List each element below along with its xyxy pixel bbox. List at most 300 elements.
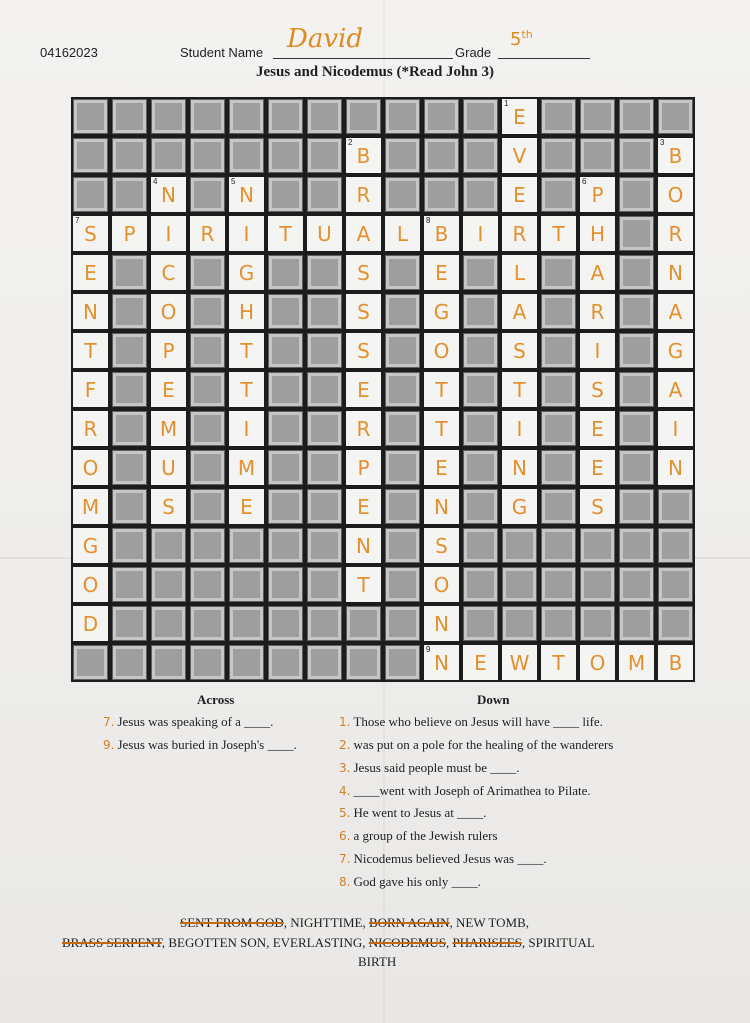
handwritten-letter: H: [238, 299, 255, 324]
handwritten-letter: F: [84, 377, 97, 402]
crossword-cell[interactable]: [463, 216, 498, 251]
handwritten-letter: T: [435, 377, 448, 402]
crossword-blocked-cell: [112, 294, 147, 329]
handwritten-letter: A: [668, 299, 683, 324]
crossword-blocked-cell: [268, 645, 303, 680]
crossword-cell[interactable]: [580, 411, 615, 446]
crossword-cell[interactable]: [424, 411, 459, 446]
crossword-blocked-cell: [385, 177, 420, 212]
crossword-cell[interactable]: [346, 411, 381, 446]
crossword-blocked-cell: [268, 567, 303, 602]
handwritten-letter: R: [512, 221, 527, 246]
handwritten-letter: A: [590, 260, 605, 285]
crossword-cell[interactable]: [580, 489, 615, 524]
crossword-cell[interactable]: [229, 177, 264, 212]
word-bank-item: BEGOTTEN SON: [168, 935, 267, 950]
crossword-cell[interactable]: [502, 99, 537, 134]
clue-number-label: 7: [75, 216, 80, 225]
crossword-blocked-cell: [190, 333, 225, 368]
crossword-cell[interactable]: [502, 138, 537, 173]
crossword-cell[interactable]: [190, 216, 225, 251]
handwritten-letter: I: [594, 338, 601, 363]
crossword-blocked-cell: [307, 606, 342, 641]
crossword-blocked-cell: [385, 528, 420, 563]
crossword-blocked-cell: [463, 567, 498, 602]
crossword-blocked-cell: [541, 333, 576, 368]
handwritten-letter: L: [513, 260, 526, 285]
handwritten-letter: A: [668, 377, 683, 402]
crossword-cell[interactable]: [73, 567, 108, 602]
crossword-blocked-cell: [268, 177, 303, 212]
crossword-cell[interactable]: [346, 177, 381, 212]
crossword-cell[interactable]: [151, 177, 186, 212]
handwritten-letter: I: [165, 221, 172, 246]
crossword-blocked-cell: [463, 333, 498, 368]
grade-value: 5: [510, 29, 522, 50]
crossword-cell[interactable]: [73, 372, 108, 407]
handwritten-letter: T: [240, 377, 253, 402]
crossword-blocked-cell: [502, 606, 537, 641]
crossword-cell[interactable]: [658, 333, 693, 368]
crossword-blocked-cell: [190, 528, 225, 563]
crossword-blocked-cell: [346, 606, 381, 641]
crossword-cell[interactable]: [424, 294, 459, 329]
crossword-blocked-cell: [112, 489, 147, 524]
crossword-blocked-cell: [619, 138, 654, 173]
word-bank-separator: ,: [362, 915, 369, 930]
handwritten-letter: V: [512, 143, 527, 168]
crossword-cell[interactable]: [580, 216, 615, 251]
word-bank-separator: ,: [283, 915, 291, 930]
crossword-blocked-cell: [112, 645, 147, 680]
handwritten-letter: O: [589, 650, 606, 675]
handwritten-letter: S: [357, 338, 370, 363]
clue-number-label: 5: [231, 177, 236, 186]
down-heading: Down: [477, 692, 510, 707]
crossword-cell[interactable]: [73, 294, 108, 329]
crossword-blocked-cell: [541, 372, 576, 407]
crossword-cell[interactable]: [73, 450, 108, 485]
clue-number: 3.: [339, 761, 351, 775]
handwritten-letter: E: [513, 104, 526, 129]
across-clue: [103, 737, 297, 753]
crossword-cell[interactable]: [658, 372, 693, 407]
handwritten-letter: S: [162, 494, 175, 519]
crossword-cell[interactable]: [580, 645, 615, 680]
crossword-blocked-cell: [151, 99, 186, 134]
clue-number-label: 3: [660, 138, 665, 147]
crossword-cell[interactable]: [229, 411, 264, 446]
crossword-cell[interactable]: [346, 450, 381, 485]
crossword-cell[interactable]: [424, 489, 459, 524]
word-bank-item: BIRTH: [358, 954, 397, 969]
handwritten-letter: G: [667, 338, 684, 363]
crossword-cell[interactable]: [73, 216, 108, 251]
crossword-blocked-cell: [385, 255, 420, 290]
crossword-cell[interactable]: [541, 216, 576, 251]
crossword-blocked-cell: [190, 138, 225, 173]
handwritten-letter: U: [317, 221, 332, 246]
crossword-blocked-cell: [268, 333, 303, 368]
crossword-blocked-cell: [190, 450, 225, 485]
handwritten-letter: S: [513, 338, 526, 363]
crossword-blocked-cell: [307, 138, 342, 173]
crossword-cell[interactable]: [73, 411, 108, 446]
crossword-cell[interactable]: [151, 450, 186, 485]
crossword-blocked-cell: [463, 177, 498, 212]
down-clue: [339, 737, 613, 753]
crossword-cell[interactable]: [346, 255, 381, 290]
crossword-blocked-cell: [307, 645, 342, 680]
crossword-cell[interactable]: [580, 450, 615, 485]
handwritten-letter: I: [516, 416, 523, 441]
clue-text: He went to Jesus at ____.: [353, 805, 487, 820]
crossword-cell[interactable]: [619, 645, 654, 680]
crossword-blocked-cell: [463, 99, 498, 134]
crossword-cell[interactable]: [346, 333, 381, 368]
crossword-blocked-cell: [190, 567, 225, 602]
grade-handwritten[interactable]: [510, 28, 533, 50]
handwritten-letter: N: [434, 494, 449, 519]
crossword-blocked-cell: [424, 177, 459, 212]
crossword-blocked-cell: [307, 450, 342, 485]
crossword-cell[interactable]: [658, 411, 693, 446]
crossword-blocked-cell: [541, 489, 576, 524]
crossword-cell[interactable]: [229, 255, 264, 290]
clue-number: 1.: [339, 715, 351, 729]
crossword-cell[interactable]: [502, 255, 537, 290]
crossword-blocked-cell: [463, 411, 498, 446]
crossword-blocked-cell: [580, 99, 615, 134]
handwritten-letter: P: [162, 338, 175, 363]
handwritten-letter: L: [396, 221, 409, 246]
handwritten-letter: N: [239, 182, 254, 207]
crossword-cell[interactable]: [151, 489, 186, 524]
crossword-blocked-cell: [268, 294, 303, 329]
crossword-cell[interactable]: [580, 372, 615, 407]
crossword-blocked-cell: [112, 450, 147, 485]
crossword-blocked-cell: [307, 333, 342, 368]
grade-label: Grade: [455, 45, 492, 60]
handwritten-letter: N: [161, 182, 176, 207]
crossword-cell[interactable]: [424, 450, 459, 485]
crossword-cell[interactable]: [73, 489, 108, 524]
crossword-blocked-cell: [580, 567, 615, 602]
crossword-cell[interactable]: [229, 216, 264, 251]
crossword-blocked-cell: [229, 567, 264, 602]
crossword-blocked-cell: [151, 606, 186, 641]
handwritten-letter: E: [513, 182, 526, 207]
crossword-blocked-cell: [112, 138, 147, 173]
crossword-cell[interactable]: [73, 606, 108, 641]
crossword-cell[interactable]: [73, 528, 108, 563]
crossword-blocked-cell: [73, 138, 108, 173]
handwritten-letter: N: [668, 260, 683, 285]
clue-text: Jesus was speaking of a ____.: [117, 714, 274, 729]
handwritten-letter: E: [435, 260, 448, 285]
crossword-blocked-cell: [619, 567, 654, 602]
crossword-cell[interactable]: [658, 645, 693, 680]
student-name-line: [273, 58, 453, 59]
crossword-cell[interactable]: [346, 294, 381, 329]
crossword-cell[interactable]: [229, 294, 264, 329]
crossword-blocked-cell: [619, 450, 654, 485]
crossword-cell[interactable]: [424, 255, 459, 290]
crossword-blocked-cell: [112, 606, 147, 641]
crossword-blocked-cell: [112, 411, 147, 446]
crossword-blocked-cell: [385, 567, 420, 602]
crossword-cell[interactable]: [541, 645, 576, 680]
crossword-blocked-cell: [151, 528, 186, 563]
word-bank-item: EVERLASTING: [272, 935, 363, 950]
clue-text: a group of the Jewish rulers: [353, 828, 498, 843]
handwritten-letter: S: [435, 533, 448, 558]
crossword-cell[interactable]: [346, 138, 381, 173]
handwritten-letter: B: [668, 143, 683, 168]
crossword-cell[interactable]: [346, 372, 381, 407]
down-clue: [339, 760, 520, 776]
crossword-blocked-cell: [541, 567, 576, 602]
clue-number-label: 4: [153, 177, 158, 186]
crossword-blocked-cell: [112, 177, 147, 212]
clue-number: 6.: [339, 829, 351, 843]
crossword-blocked-cell: [268, 528, 303, 563]
crossword-cell[interactable]: [502, 645, 537, 680]
clue-number-label: 1: [504, 99, 509, 108]
crossword-blocked-cell: [190, 645, 225, 680]
clue-number: 5.: [339, 806, 351, 820]
word-bank-line-1: [180, 915, 529, 931]
crossword-cell[interactable]: [658, 255, 693, 290]
handwritten-letter: R: [668, 221, 683, 246]
handwritten-letter: R: [356, 182, 371, 207]
crossword-blocked-cell: [502, 567, 537, 602]
handwritten-letter: G: [82, 533, 99, 558]
crossword-cell[interactable]: [346, 567, 381, 602]
crossword-blocked-cell: [658, 567, 693, 602]
crossword-blocked-cell: [307, 255, 342, 290]
word-bank-separator: ,: [161, 935, 169, 950]
crossword-blocked-cell: [346, 645, 381, 680]
clue-number: 4.: [339, 784, 351, 798]
crossword-blocked-cell: [424, 138, 459, 173]
clue-number-label: 9: [426, 645, 431, 654]
crossword-cell[interactable]: [151, 294, 186, 329]
student-name-handwritten[interactable]: David: [287, 24, 363, 54]
crossword-cell[interactable]: [73, 333, 108, 368]
crossword-blocked-cell: [658, 99, 693, 134]
across-clue: [103, 714, 273, 730]
crossword-blocked-cell: [580, 606, 615, 641]
crossword-blocked-cell: [190, 489, 225, 524]
clue-text: was put on a pole for the healing of the wanderers: [353, 737, 614, 752]
crossword-cell[interactable]: [502, 294, 537, 329]
crossword-cell[interactable]: [385, 216, 420, 251]
handwritten-letter: W: [509, 650, 530, 675]
crossword-cell[interactable]: [502, 333, 537, 368]
crossword-blocked-cell: [190, 411, 225, 446]
crossword-blocked-cell: [385, 294, 420, 329]
handwritten-letter: O: [433, 338, 450, 363]
handwritten-letter: O: [160, 299, 177, 324]
crossword-blocked-cell: [385, 489, 420, 524]
crossword-cell[interactable]: [424, 372, 459, 407]
clue-text: Those who believe on Jesus will have ____ life.: [353, 714, 603, 729]
crossword-cell[interactable]: [424, 567, 459, 602]
crossword-cell[interactable]: [502, 372, 537, 407]
crossword-cell[interactable]: [151, 333, 186, 368]
handwritten-letter: P: [123, 221, 136, 246]
handwritten-letter: A: [512, 299, 527, 324]
crossword-blocked-cell: [619, 255, 654, 290]
crossword-blocked-cell: [619, 606, 654, 641]
crossword-cell[interactable]: [580, 255, 615, 290]
handwritten-letter: B: [668, 650, 683, 675]
crossword-cell[interactable]: [151, 411, 186, 446]
crossword-blocked-cell: [385, 372, 420, 407]
clue-text: Jesus was buried in Joseph's ____.: [117, 737, 297, 752]
crossword-cell[interactable]: [346, 489, 381, 524]
crossword-blocked-cell: [190, 177, 225, 212]
crossword-blocked-cell: [619, 333, 654, 368]
crossword-blocked-cell: [112, 333, 147, 368]
crossword-cell[interactable]: [424, 606, 459, 641]
crossword-cell[interactable]: [658, 138, 693, 173]
crossword-cell[interactable]: [658, 177, 693, 212]
crossword-cell[interactable]: [580, 177, 615, 212]
crossword-cell[interactable]: [229, 333, 264, 368]
crossword-blocked-cell: [190, 606, 225, 641]
handwritten-letter: G: [511, 494, 528, 519]
crossword-cell[interactable]: [463, 645, 498, 680]
word-bank-item: SENT FROM GOD: [180, 915, 284, 930]
crossword-cell[interactable]: [502, 216, 537, 251]
handwritten-letter: S: [591, 494, 604, 519]
word-bank-separator: ,: [362, 935, 369, 950]
handwritten-letter: O: [82, 455, 99, 480]
crossword-blocked-cell: [463, 255, 498, 290]
handwritten-letter: B: [434, 221, 449, 246]
crossword-cell[interactable]: [502, 177, 537, 212]
word-bank-item: SPIRITUAL: [528, 935, 595, 950]
crossword-blocked-cell: [268, 372, 303, 407]
crossword-blocked-cell: [385, 606, 420, 641]
crossword-cell[interactable]: [502, 489, 537, 524]
crossword-cell[interactable]: [580, 333, 615, 368]
crossword-cell[interactable]: [424, 333, 459, 368]
crossword-grid: [71, 97, 695, 682]
handwritten-letter: S: [84, 221, 97, 246]
crossword-cell[interactable]: [424, 216, 459, 251]
crossword-cell[interactable]: [502, 450, 537, 485]
crossword-cell[interactable]: [229, 450, 264, 485]
crossword-blocked-cell: [268, 99, 303, 134]
crossword-blocked-cell: [268, 606, 303, 641]
crossword-cell[interactable]: [424, 528, 459, 563]
crossword-blocked-cell: [541, 606, 576, 641]
clue-text: Nicodemus believed Jesus was ____.: [353, 851, 547, 866]
crossword-blocked-cell: [385, 333, 420, 368]
crossword-blocked-cell: [541, 138, 576, 173]
crossword-blocked-cell: [385, 411, 420, 446]
handwritten-letter: E: [591, 455, 604, 480]
clue-text: ____went with Joseph of Arimathea to Pilate.: [353, 783, 591, 798]
handwritten-letter: I: [243, 416, 250, 441]
handwritten-letter: T: [435, 416, 448, 441]
handwritten-letter: R: [590, 299, 605, 324]
word-bank-item: BORN AGAIN: [369, 915, 450, 930]
crossword-cell[interactable]: [151, 255, 186, 290]
crossword-cell[interactable]: [112, 216, 147, 251]
handwritten-letter: R: [200, 221, 215, 246]
handwritten-letter: M: [81, 494, 100, 519]
crossword-cell[interactable]: [151, 216, 186, 251]
grade-suffix: th: [521, 28, 533, 41]
handwritten-letter: C: [161, 260, 176, 285]
crossword-blocked-cell: [580, 528, 615, 563]
crossword-blocked-cell: [229, 99, 264, 134]
crossword-blocked-cell: [151, 645, 186, 680]
crossword-blocked-cell: [541, 255, 576, 290]
crossword-cell[interactable]: [346, 528, 381, 563]
clue-number: 2.: [339, 738, 351, 752]
crossword-blocked-cell: [619, 489, 654, 524]
crossword-blocked-cell: [619, 99, 654, 134]
crossword-blocked-cell: [307, 177, 342, 212]
handwritten-letter: I: [672, 416, 679, 441]
crossword-cell[interactable]: [346, 216, 381, 251]
crossword-blocked-cell: [268, 138, 303, 173]
crossword-cell[interactable]: [73, 255, 108, 290]
crossword-blocked-cell: [229, 528, 264, 563]
handwritten-letter: O: [667, 182, 684, 207]
handwritten-letter: T: [552, 221, 565, 246]
crossword-cell[interactable]: [229, 372, 264, 407]
crossword-blocked-cell: [658, 489, 693, 524]
crossword-cell[interactable]: [502, 411, 537, 446]
crossword-cell[interactable]: [580, 294, 615, 329]
handwritten-letter: E: [474, 650, 487, 675]
crossword-cell[interactable]: [658, 216, 693, 251]
crossword-blocked-cell: [307, 99, 342, 134]
student-name-label: Student Name: [180, 45, 264, 60]
crossword-cell[interactable]: [658, 294, 693, 329]
crossword-blocked-cell: [541, 99, 576, 134]
handwritten-letter: N: [434, 650, 449, 675]
crossword-blocked-cell: [463, 528, 498, 563]
handwritten-letter: N: [83, 299, 98, 324]
crossword-blocked-cell: [112, 372, 147, 407]
handwritten-letter: G: [433, 299, 450, 324]
crossword-blocked-cell: [151, 138, 186, 173]
crossword-cell[interactable]: [424, 645, 459, 680]
crossword-cell[interactable]: [151, 372, 186, 407]
crossword-blocked-cell: [190, 255, 225, 290]
word-bank-item: NEW TOMB: [456, 915, 526, 930]
handwritten-letter: O: [82, 572, 99, 597]
handwritten-letter: H: [589, 221, 606, 246]
crossword-blocked-cell: [190, 372, 225, 407]
crossword-blocked-cell: [541, 177, 576, 212]
crossword-blocked-cell: [502, 528, 537, 563]
crossword-cell[interactable]: [658, 450, 693, 485]
crossword-blocked-cell: [541, 411, 576, 446]
crossword-cell[interactable]: [307, 216, 342, 251]
crossword-cell[interactable]: [229, 489, 264, 524]
crossword-cell[interactable]: [268, 216, 303, 251]
worksheet-title: Jesus and Nicodemus (*Read John 3): [256, 64, 494, 80]
handwritten-letter: E: [84, 260, 97, 285]
